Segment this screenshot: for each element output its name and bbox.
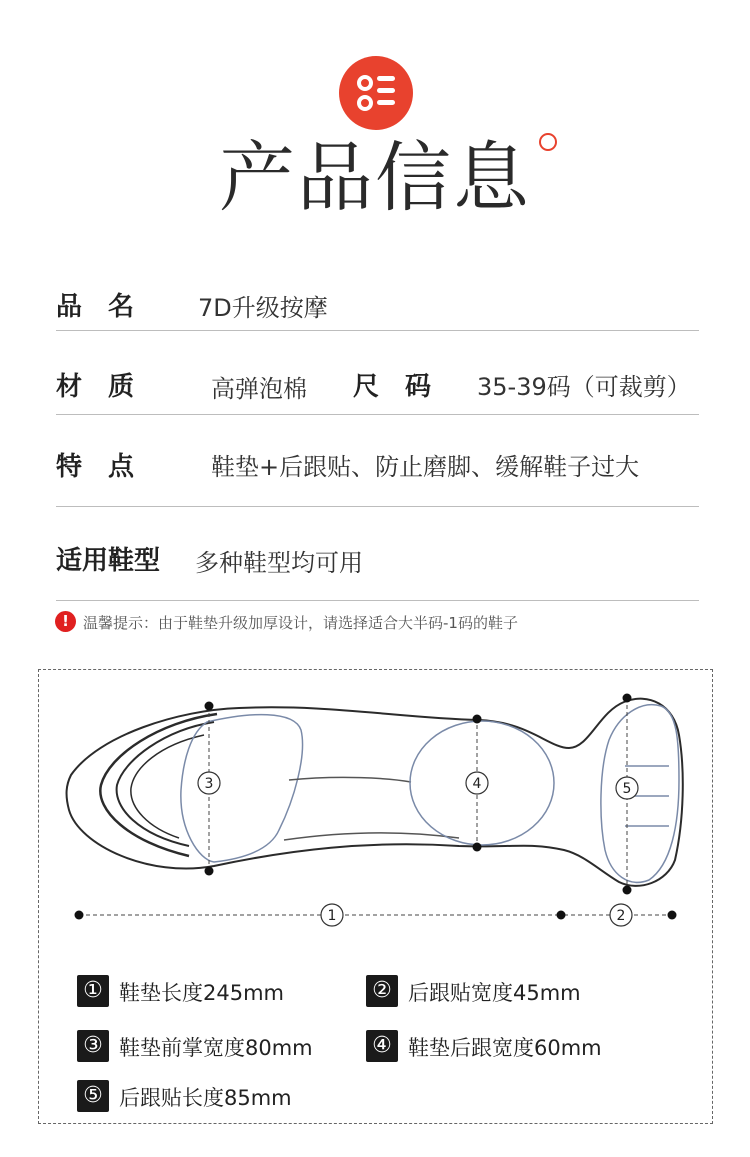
row-sub-value: 35-39码（可裁剪） (477, 373, 691, 401)
marker-2: 2 (616, 908, 626, 924)
warning-icon: ! (55, 611, 76, 632)
row-value: 高弹泡棉 (211, 375, 307, 403)
notice-text: 温馨提示：由于鞋垫升级加厚设计，请选择适合大半码-1码的鞋子 (83, 614, 518, 632)
insole-diagram (38, 669, 713, 1124)
row-value: 7D升级按摩 (198, 294, 328, 322)
spec-number: ① (77, 975, 109, 1007)
marker-4: 4 (472, 776, 482, 792)
marker-1: 1 (327, 908, 337, 924)
row-label: 材 质 (56, 372, 135, 402)
marker-5: 5 (622, 781, 632, 797)
spec-text: 后跟贴长度85mm (119, 1086, 292, 1110)
row-label: 品 名 (56, 292, 135, 322)
arch-line (284, 833, 459, 840)
spec-text: 鞋垫前掌宽度80mm (119, 1036, 313, 1060)
info-row-material (56, 364, 699, 404)
info-row-features (56, 444, 699, 484)
spec-number: ④ (366, 1030, 398, 1062)
row-value: 鞋垫+后跟贴、防止磨脚、缓解鞋子过大 (211, 453, 640, 481)
title-decoration-dot (539, 133, 557, 151)
page-title: 产品信息 (219, 133, 531, 222)
row-label: 特 点 (56, 452, 135, 482)
divider (56, 414, 699, 415)
info-row-name (56, 284, 699, 324)
arch-line (289, 777, 411, 782)
insole-outline (67, 699, 683, 886)
marker-3: 3 (204, 776, 214, 792)
toe-arc (131, 735, 204, 838)
list-icon (339, 56, 413, 130)
heel-sticker (601, 705, 679, 883)
spec-number: ⑤ (77, 1080, 109, 1112)
divider (56, 330, 699, 331)
info-row-shoe-type (56, 538, 699, 578)
spec-text: 鞋垫长度245mm (119, 981, 284, 1005)
spec-number: ② (366, 975, 398, 1007)
row-value: 多种鞋型均可用 (195, 549, 363, 577)
row-label: 适用鞋型 (56, 546, 161, 576)
spec-text: 后跟贴宽度45mm (408, 981, 581, 1005)
divider (56, 600, 699, 601)
spec-text: 鞋垫后跟宽度60mm (408, 1036, 602, 1060)
spec-number: ③ (77, 1030, 109, 1062)
divider (56, 506, 699, 507)
row-sub-label: 尺 码 (353, 372, 432, 402)
